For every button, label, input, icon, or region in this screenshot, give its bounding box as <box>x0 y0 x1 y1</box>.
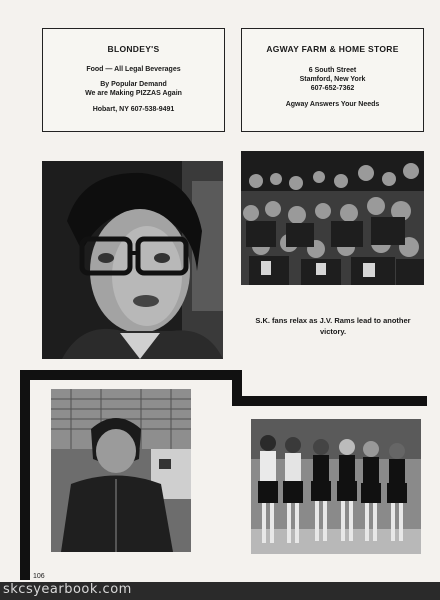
portrait-photo <box>42 161 223 359</box>
ad-line: Stamford, New York <box>299 76 366 83</box>
fans-caption: S.K. fans relax as J.V. Rams lead to another victory. <box>255 316 411 336</box>
fans-photo <box>241 151 424 285</box>
ad-line: Hobart, NY 607-538-9491 <box>92 106 175 113</box>
blondeys-ad <box>42 28 225 132</box>
frame-top-right <box>232 396 427 406</box>
frame-top-left <box>20 370 242 380</box>
student-photo <box>51 389 191 552</box>
agway-ad <box>241 28 424 132</box>
ad-line: By Popular Demand <box>100 81 167 88</box>
ad-line: 6 South Street <box>308 67 357 74</box>
cheerleaders-image <box>251 419 421 554</box>
ad-line: We are Making PIZZAS Again <box>85 90 182 97</box>
ad-line: Agway Answers Your Needs <box>285 101 380 108</box>
page-number: 106 <box>33 573 45 580</box>
student-image <box>51 389 191 552</box>
ad-title: BLONDEY'S <box>107 44 160 54</box>
crowd-image <box>241 151 424 285</box>
ad-title: AGWAY FARM & HOME STORE <box>266 44 399 54</box>
frame-left <box>20 370 30 580</box>
ad-line: 607-652-7362 <box>310 85 355 92</box>
ad-line: Food — All Legal Beverages <box>86 66 181 73</box>
watermark-text: skcsyearbook.com <box>3 582 132 597</box>
portrait-image <box>42 161 223 359</box>
cheerleaders-photo <box>251 419 421 554</box>
